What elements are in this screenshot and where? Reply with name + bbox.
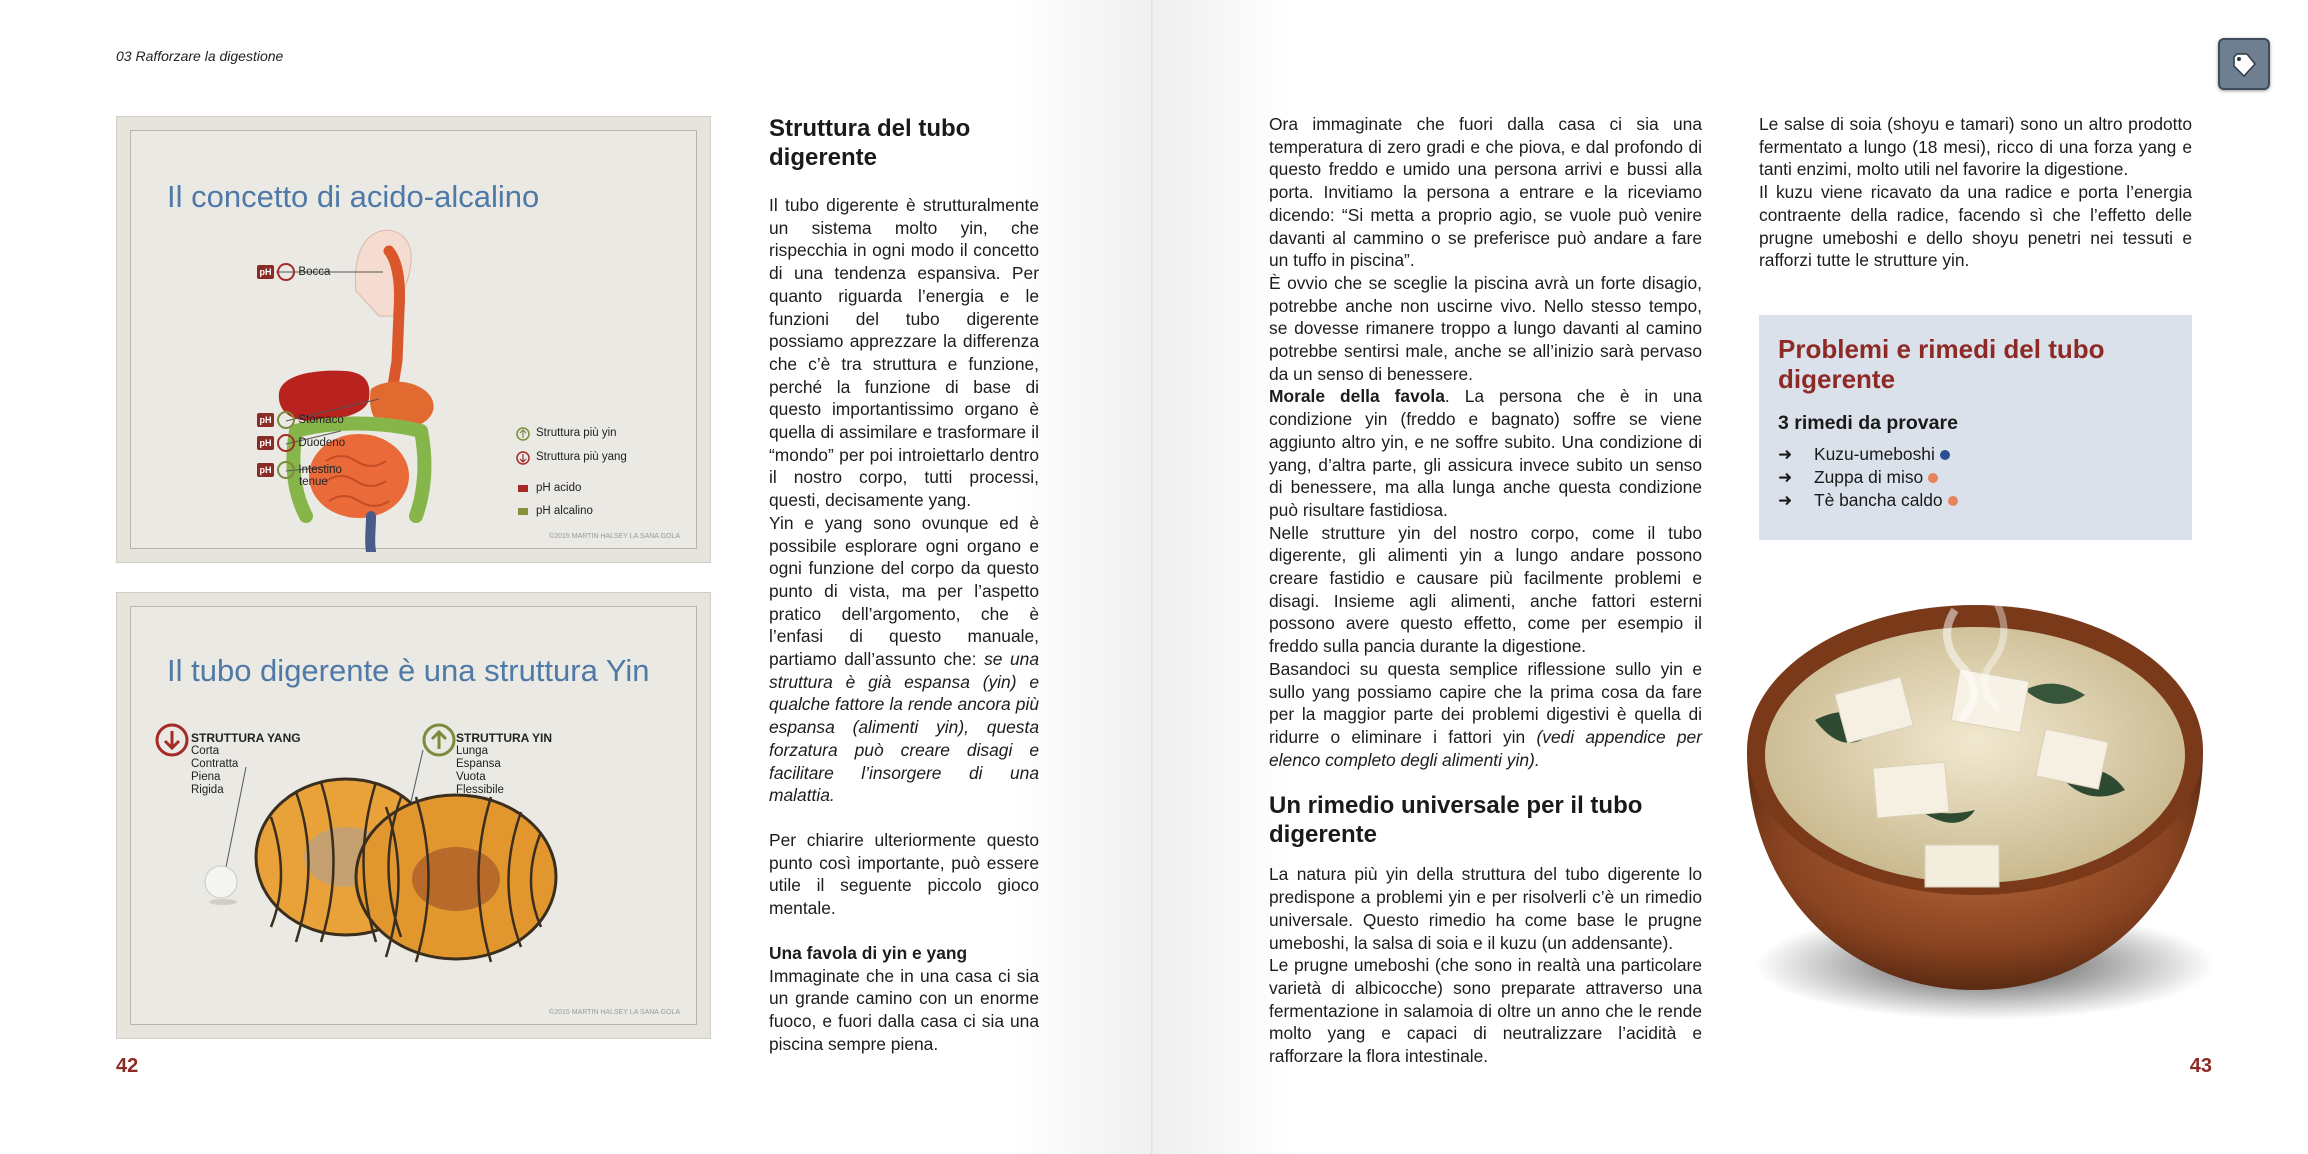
- yang-heading: STRUTTURA YANG: [191, 731, 301, 745]
- body-text: [1269, 863, 1702, 1067]
- ph-badge: pH: [257, 265, 274, 279]
- yin-item: Espansa: [456, 758, 501, 770]
- paragraph: Morale della favola. La persona che è in una condizione yin (freddo e bagnato) soffre se viene aggiunto altro yin, e ne soffre subito. Una condizione di yang, d’altra parte, gli assicura invece subito un senso di benessere, ma alla lunga anche questa condizione può risultare fastidiosa.: [1269, 386, 1702, 520]
- figure-title: Il tubo digerente è una struttura Yin: [167, 653, 650, 688]
- arrow-up-icon: [277, 461, 295, 479]
- legend-acid: pH acido: [536, 482, 582, 494]
- figure-acid-alkaline: [116, 116, 711, 563]
- list-item: ➜ Tè bancha caldo: [1778, 489, 2173, 512]
- miso-soup-photo: [1725, 570, 2225, 1040]
- digestive-system-illustration: [131, 131, 700, 552]
- label-intestino: pH Intestino: [257, 461, 342, 479]
- section-heading: Un rimedio universale per il tubo digerente: [1269, 792, 1643, 849]
- ph-badge: pH: [257, 413, 274, 427]
- figure-frame: [130, 606, 697, 1025]
- yin-item: Vuota: [456, 771, 486, 783]
- yin-heading: STRUTTURA YIN: [456, 731, 552, 745]
- paragraph: Nelle strutture yin del nostro corpo, come il tubo digerente, gli alimenti yin a lungo andare possono creare fastidio e causare più facilmente problemi e disagi. Insieme agli alimenti, anche fattori esterni possono avere questo effetto, come per esempio il freddo sulla pancia durante la digestione.: [1269, 522, 1702, 657]
- yang-item: Corta: [191, 745, 220, 757]
- left-page: [0, 0, 1153, 1154]
- bullet-dot: [1948, 496, 1958, 506]
- arrow-up-icon: [277, 411, 295, 429]
- arrow-right-icon: ➜: [1778, 491, 1793, 510]
- list-item: ➜ Kuzu-umeboshi: [1778, 443, 2173, 466]
- arrow-down-icon: [277, 434, 295, 452]
- label-duodeno: pH Duodeno: [257, 434, 345, 452]
- figure-credit: ©2015 MARTIN HALSEY LA SANA GOLA: [549, 533, 680, 540]
- right-text-column-1: [1269, 113, 1702, 1068]
- paragraph: Le prugne umeboshi (che sono in realtà una particolare varietà di albicocche) sono preparate attraverso una fermentazione in salamoia di oltre un anno che le rende molto yang e capaci di neutralizzare l’acidità e rafforzare la flora intestinale.: [1269, 955, 1702, 1067]
- label-stomaco: pH Stomaco: [257, 411, 344, 429]
- paragraph: Ora immaginate che fuori dalla casa ci sia una temperatura di zero gradi e che piova, e dal profondo di questo freddo e umido una persona arrivi e bussi alla porta. Invitiamo la persona a entrare e la riceviamo dicendo: “Si metta a proprio agio, se vuole può venire davanti al cammino o se preferisce può andare a fare un tuffo in piscina”.: [1269, 114, 1702, 271]
- legend-yang: Struttura più yang: [536, 451, 627, 463]
- section-heading: Struttura del tubo digerente: [769, 115, 971, 171]
- paragraph: Immaginate che in una casa ci sia un grande camino con un enorme fuoco, e fuori dalla casa ci sia una piscina sempre piena.: [769, 965, 1039, 1054]
- yin-item: Lunga: [456, 745, 488, 757]
- yang-item: Contratta: [191, 758, 239, 770]
- paragraph: Basandoci su questa semplice riflessione sullo yin e sullo yang possiamo capire che la prima cosa da fare per la maggior parte dei problemi digestivi è quella di ridurre o eliminare i fattori yin (vedi appendice per elenco completo degli alimenti yin).: [1269, 658, 1703, 770]
- yin-yang-structure-illustration: [131, 607, 700, 1028]
- ph-badge: pH: [257, 463, 274, 477]
- paragraph: È ovvio che se sceglie la piscina avrà un forte disagio, potrebbe anche non uscirne vivo. Nello stesso tempo, se dovesse rimanere troppo a lungo davanti al camino potrebbe sentirsi male, anche se all’inizio sarà pervaso da un senso di benessere.: [1269, 272, 1702, 384]
- right-text-column-2: [1759, 113, 2192, 272]
- body-text: [1759, 113, 2192, 272]
- page-number: 43: [2189, 1055, 2212, 1077]
- yin-item: Flessibile: [456, 784, 504, 796]
- page-number: 42: [116, 1055, 139, 1077]
- ph-badge: pH: [257, 436, 274, 450]
- figure-frame: [130, 130, 697, 549]
- label-bocca: pH Bocca: [257, 263, 330, 281]
- arrow-right-icon: ➜: [1778, 445, 1793, 464]
- label-tenue: tenue: [299, 476, 328, 488]
- yang-item: Piena: [191, 771, 221, 783]
- paragraph: Per chiarire ulteriormente questo punto così importante, può essere utile il seguente piccolo gioco mentale.: [769, 829, 1039, 919]
- running-head: 03 Rafforzare la digestione: [116, 48, 284, 64]
- body-text: [1269, 113, 1702, 771]
- paragraph: Il kuzu viene ricavato da una radice e porta l’energia contraente della radice, facendo sì che l’effetto delle prugne umeboshi e dello shoyu penetri nei tessuti e rafforzi tutte le strutture yin.: [1759, 182, 2192, 271]
- box-subtitle: 3 rimedi da provare: [1778, 412, 1958, 434]
- figure-credit: ©2015 MARTIN HALSEY LA SANA GOLA: [549, 1009, 680, 1016]
- paragraph: Il tubo digerente è strutturalmente un sistema molto yin, che rispecchia in ogni modo il concetto di una tendenza espansiva. Per quanto riguarda l’energia e le funzioni del tubo digerente possiamo apprezzare la differenza che c’è tra struttura e funzione, perché la funzione di base di questo importantissimo organo è quella di assimilare e trasformare il “mondo” per poi introiettarlo dentro il nostro corpo, tutti processi, questi, decisamente yang.: [769, 195, 1039, 511]
- bookmark-tag-icon: [2220, 40, 2268, 88]
- list-item: ➜ Zuppa di miso: [1778, 466, 2173, 489]
- left-text-column: [769, 114, 1039, 1055]
- subheading: Una favola di yin e yang: [769, 942, 968, 963]
- legend-alkaline: pH alcalino: [536, 505, 593, 517]
- figure-title: Il concetto di acido-alcalino: [167, 179, 540, 214]
- paragraph: La natura più yin della struttura del tubo digerente lo predispone a problemi yin e per risolverli c’è un rimedio universale. Questo rimedio ha come base le prugne umeboshi, la salsa di soia e il kuzu (un addensante).: [1269, 864, 1702, 953]
- bullet-dot: [1940, 450, 1950, 460]
- paragraph: Le salse di soia (shoyu e tamari) sono un altro prodotto fermentato a lungo (18 mesi), ricco di una forza yang e tanti enzimi, molto utili nel favorire la digestione.: [1759, 114, 2192, 180]
- bookmark-button[interactable]: [2218, 38, 2270, 90]
- yang-item: Rigida: [191, 784, 224, 796]
- bullet-dot: [1928, 473, 1938, 483]
- arrow-right-icon: ➜: [1778, 468, 1793, 487]
- figure-yin-structure: [116, 592, 711, 1039]
- arrow-down-icon: [277, 263, 295, 281]
- body-text: [769, 194, 1039, 1055]
- right-page: [1155, 0, 2308, 1154]
- legend-yin: Struttura più yin: [536, 427, 617, 439]
- remedies-list: [1778, 443, 2173, 512]
- box-title: Problemi e rimedi del tubo digerente: [1778, 334, 2105, 394]
- paragraph: Yin e yang sono ovunque ed è possibile esplorare ogni organo e ogni funzione del corpo da questo punto di vista, ma per l’aspetto pratico dell’argomento, che è l’enfasi di questo manuale, partiamo dall’assunto che: se una struttura è già espansa (yin) e qualche fattore la rende ancora più espansa (alimenti yin), questa forzatura può creare disagi e facilitare l’insorgere di una malattia.: [769, 512, 1040, 806]
- remedies-box: [1759, 315, 2192, 540]
